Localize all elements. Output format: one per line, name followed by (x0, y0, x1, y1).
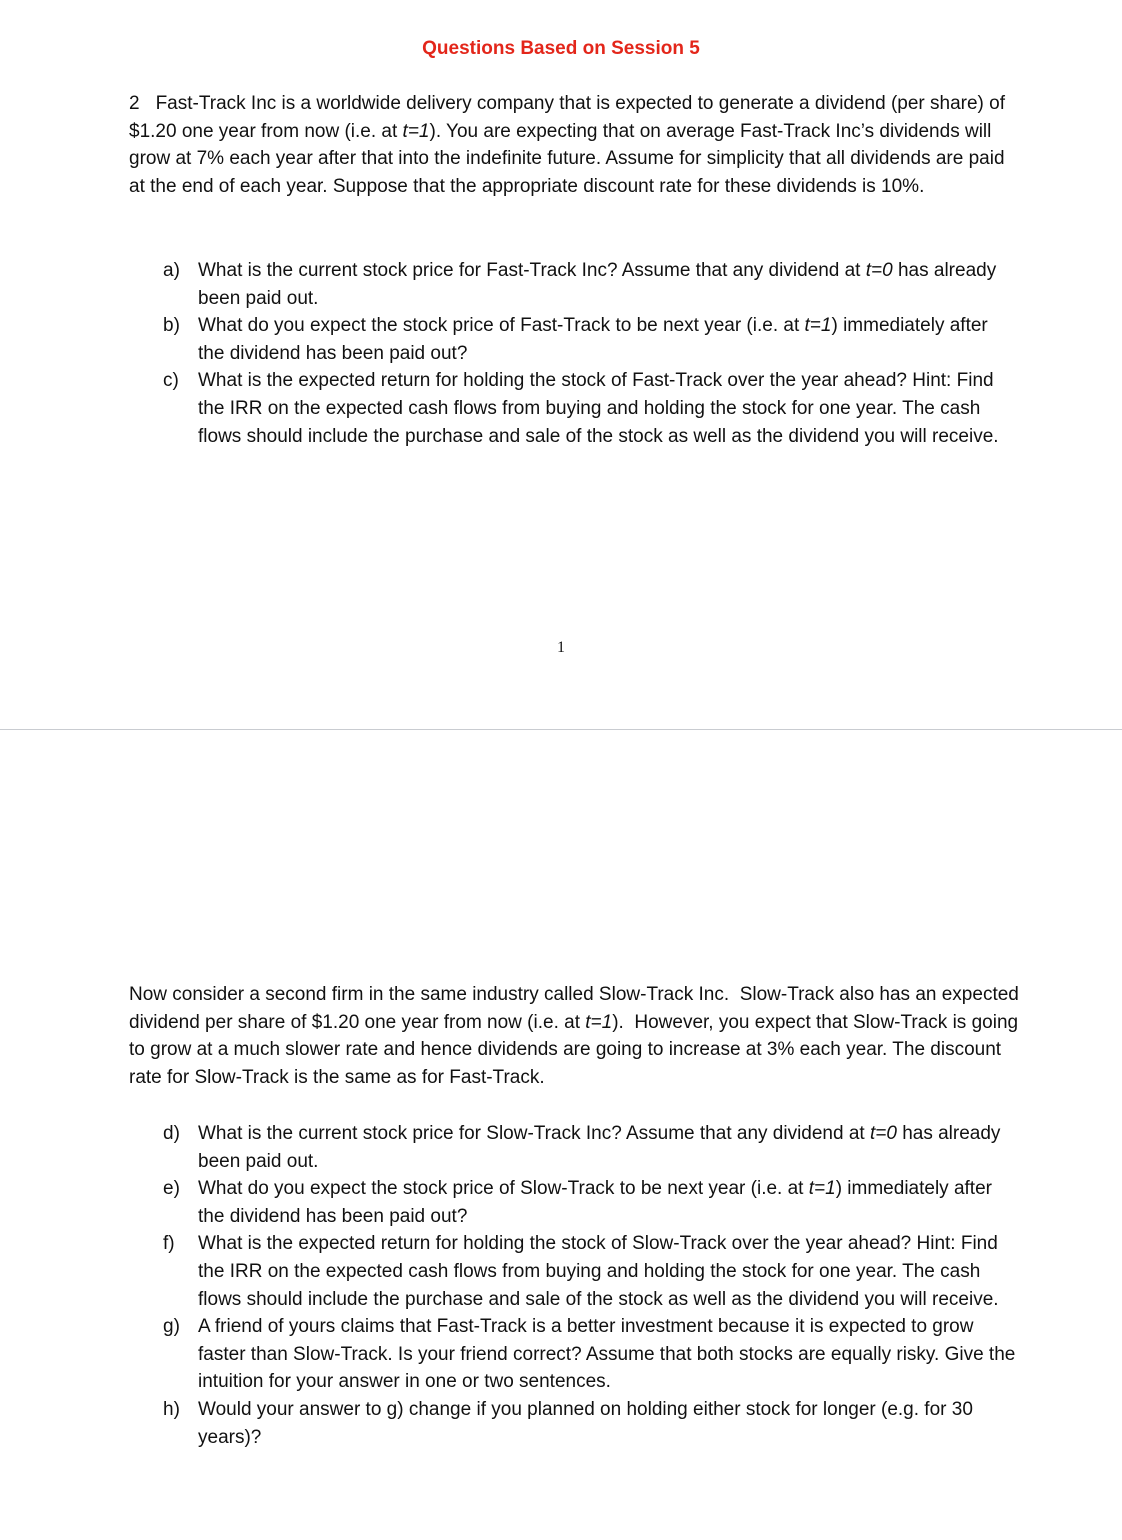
item-text: Would your answer to g) change if you planned on holding either stock for longer (e.g. for 30 years)? (198, 1398, 973, 1448)
item-letter: d) (163, 1123, 180, 1144)
list-item-h (129, 1396, 1019, 1451)
item-letter: g) (163, 1316, 180, 1338)
question-list-d-h (129, 1120, 1019, 1451)
slow-track-intro: Now consider a second firm in the same industry called Slow-Track Inc. Slow-Track also has an expected dividend per share of $1.20 one year from now (i.e. at t=1). However, you expect that Slow-Track is going to grow at a much slower rate and hence dividends are going to increase at 3% each year. The discount rate for Slow-Track is the same as for Fast-Track. (129, 984, 1019, 1088)
list-item-c (129, 367, 1019, 450)
document-page-2 (0, 731, 1122, 1540)
page-divider (0, 729, 1122, 730)
item-letter: e) (163, 1178, 180, 1200)
item-letter: c) (163, 370, 179, 392)
document-page-1 (0, 0, 1122, 729)
list-item-f (129, 1230, 1019, 1313)
list-item-b (129, 312, 1019, 367)
item-text: What do you expect the stock price of Fast-Track to be next year (i.e. at t=1) immediately after the dividend has been paid out? (198, 315, 988, 364)
item-letter: h) (163, 1398, 180, 1420)
item-letter: f) (163, 1233, 175, 1255)
item-text: What is the current stock price for Fast-Track Inc? Assume that any dividend at t=0 has already been paid out. (198, 260, 997, 309)
item-text: What do you expect the stock price of Slow-Track to be next year (i.e. at t=1) immediately after the dividend has been paid out? (198, 1178, 992, 1227)
item-text: What is the expected return for holding the stock of Fast-Track over the year ahead? Hint: Find the IRR on the expected cash flows from buying and holding the stock for one year. The cash flows should include the purchase and sale of the stock as well as the dividend you will receive. (198, 370, 999, 447)
item-text: What is the expected return for holding the stock of Slow-Track over the year ahead? Hint: Find the IRR on the expected cash flows from buying and holding the stock for one year. The cash flows should include the purchase and sale of the stock as well as the dividend you will receive. (198, 1233, 999, 1310)
list-item-a (129, 257, 1019, 312)
page-title: Questions Based on Session 5 (422, 38, 700, 59)
question-number: 2 (129, 93, 140, 114)
item-letter: b) (163, 315, 180, 337)
question-2-intro (129, 90, 1019, 200)
item-text: A friend of yours claims that Fast-Track is a better investment because it is expected to grow faster than Slow-Track. Is your friend correct? Assume that both stocks are equally risky. Give the intuition for your answer in one or two sentences. (198, 1316, 1016, 1393)
list-item-g (129, 1313, 1019, 1396)
list-item-d (129, 1120, 1019, 1175)
item-letter: a) (163, 260, 180, 281)
item-text: What is the current stock price for Slow-Track Inc? Assume that any dividend at t=0 has already been paid out. (198, 1123, 1001, 1172)
question-2-text: Fast-Track Inc is a worldwide delivery company that is expected to generate a dividend (per share) of $1.20 one year from now (i.e. at t=1). You are expecting that on average Fast-Track Inc’s dividends will grow at 7% each year after that into the indefinite future. Assume for simplicity that all dividends are paid at the end of each year. Suppose that the appropriate discount rate for these dividends is 10%. (129, 93, 1006, 197)
question-list-a-c (129, 257, 1019, 450)
list-item-e (129, 1175, 1019, 1230)
page-number: 1 (557, 639, 565, 656)
